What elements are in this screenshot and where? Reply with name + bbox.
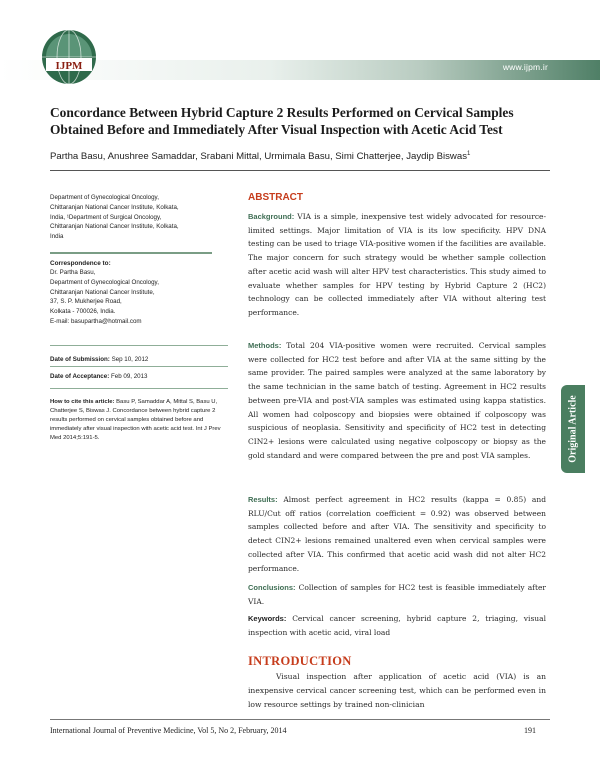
abstract-results [248, 493, 546, 575]
acceptance-value: Feb 09, 2013 [111, 373, 148, 380]
correspondence-heading: Correspondence to: [50, 260, 111, 267]
keywords-text: Cervical cancer screening, hybrid capture 2, triaging, visual inspection with acetic acid, viral load [248, 614, 546, 637]
paper-title: Concordance Between Hybrid Capture 2 Results Performed on Cervical Samples Obtained Before and Immediately After Visual Inspection with Acetic Acid Test [50, 105, 514, 137]
author-list [50, 151, 570, 162]
journal-citation: International Journal of Preventive Medicine, Vol 5, No 2, February, 2014 [50, 726, 287, 735]
footer-divider [50, 719, 550, 720]
author-names: Partha Basu, Anushree Samaddar, Srabani Mittal, Urmimala Basu, Simi Chatterjee, Jaydip Biswas [50, 151, 467, 163]
affiliation-line: Chittaranjan National Cancer Institute, Kolkata, [50, 203, 179, 211]
correspondence-line: 37, S. P. Mukherjee Road, [50, 298, 122, 306]
submission-value: Sep 10, 2012 [111, 356, 149, 363]
divider-line [50, 388, 228, 389]
ijpm-logo [40, 28, 98, 86]
correspondence-line: Kolkata - 700026, India. [50, 308, 116, 316]
correspondence-block [50, 268, 228, 327]
affiliation-line: India, ¹Department of Surgical Oncology, [50, 213, 162, 221]
affiliation-line: Chittaranjan National Cancer Institute, Kolkata, [50, 223, 179, 231]
abstract-keywords [248, 612, 546, 639]
divider-line [50, 366, 228, 367]
submission-date [50, 355, 228, 365]
citation-block [50, 398, 228, 443]
introduction-text: Visual inspection after application of acetic acid (VIA) is an inexpensive cervical cancer screening test, which can be performed even in low resource settings by trained non-clinician [248, 672, 546, 709]
results-text: Almost perfect agreement in HC2 results (kappa = 0.85) and RLU/Cut off ratios (correlation coefficient = 0.92) was observed between samples collected before and after VIA. The sensitivity and specificity to detect CIN2+ lesions remained unaltered even when cervical samples were collected after VIA. This confirmed that acetic acid wash did not alter HC2 performance. [248, 495, 546, 573]
affiliation-line: India [50, 233, 64, 241]
page-number: 191 [524, 726, 536, 735]
acceptance-label: Date of Acceptance: [50, 373, 110, 380]
acceptance-date [50, 372, 228, 382]
keywords-label: Keywords: [248, 614, 287, 623]
correspondence-line: Dr. Partha Basu, [50, 269, 96, 276]
correspondence-email[interactable]: E-mail: basupartha@hotmail.com [50, 317, 142, 325]
abstract-background [248, 210, 546, 320]
abstract-methods [248, 339, 546, 462]
globe-logo-icon [40, 28, 98, 86]
abstract-conclusions [248, 581, 546, 608]
logo-text: IJPM [55, 60, 83, 72]
site-url[interactable]: www.ijpm.ir [502, 62, 548, 72]
affiliation-divider [50, 252, 212, 254]
conclusions-text: Collection of samples for HC2 test is feasible immediately after VIA. [248, 583, 546, 606]
abstract-heading: ABSTRACT [248, 192, 303, 203]
methods-text: Total 204 VIA-positive women were recruited. Cervical samples were collected for HC2 test before and after VIA at the same sitting by the same provider. The paired samples were analyzed at the same laboratory by the same technician in the same batch of testing. Agreement in HC2 results between pre-VIA and post-VIA samples was estimated using kappa statistics. All women had colposcopy and biopsies were obtained if colposcopy was suspicious of neoplasia. Sensitivity and specificity of HC2 test in detecting CIN2+ lesions were calculated using negative colposcopy or biopsy as the gold standard and were compared between the pre and post VIA samples. [248, 341, 546, 460]
background-text: VIA is a simple, inexpensive test widely advocated for resource-limited settings. Major limitation of VIA is its low specificity. HPV DNA testing can be used to triage VIA-positive women if the facilities are available. The major concern for such strategy would be whether sample collection after acetic acid wash will alter HPV test characteristics. This study aimed to evaluate whether samples for HPV testing by Hybrid Capture 2 (HC2) technology can be collected immediately after VIA without altering test performance. [248, 212, 546, 317]
cite-label: How to cite this article: [50, 399, 115, 405]
cite-text: Basu P, Samaddar A, Mittal S, Basu U, Chatterjee S, Biswas J. Concordance between hybrid capture 2 results performed on cervical samples obtained before and immediately after visual inspection with acetic acid test. Int J Prev Med 2014;5:191-5. [50, 399, 221, 441]
title-divider [50, 170, 550, 171]
introduction-heading: INTRODUCTION [248, 654, 352, 668]
article-type-tab [561, 385, 585, 473]
article-type-label: Original Article [567, 395, 579, 463]
submission-label: Date of Submission: [50, 356, 110, 363]
divider-line [50, 345, 228, 346]
results-label: Results: [248, 495, 278, 504]
affiliations [50, 193, 228, 242]
affiliation-line: Department of Gynecological Oncology, [50, 194, 159, 201]
correspondence-line: Chittaranjan National Cancer Institute, [50, 288, 155, 296]
conclusions-label: Conclusions: [248, 583, 296, 592]
methods-label: Methods: [248, 341, 282, 350]
author-superscript: 1 [467, 151, 471, 157]
correspondence-line: Department of Gynecological Oncology, [50, 278, 159, 286]
background-label: Background: [248, 212, 295, 221]
